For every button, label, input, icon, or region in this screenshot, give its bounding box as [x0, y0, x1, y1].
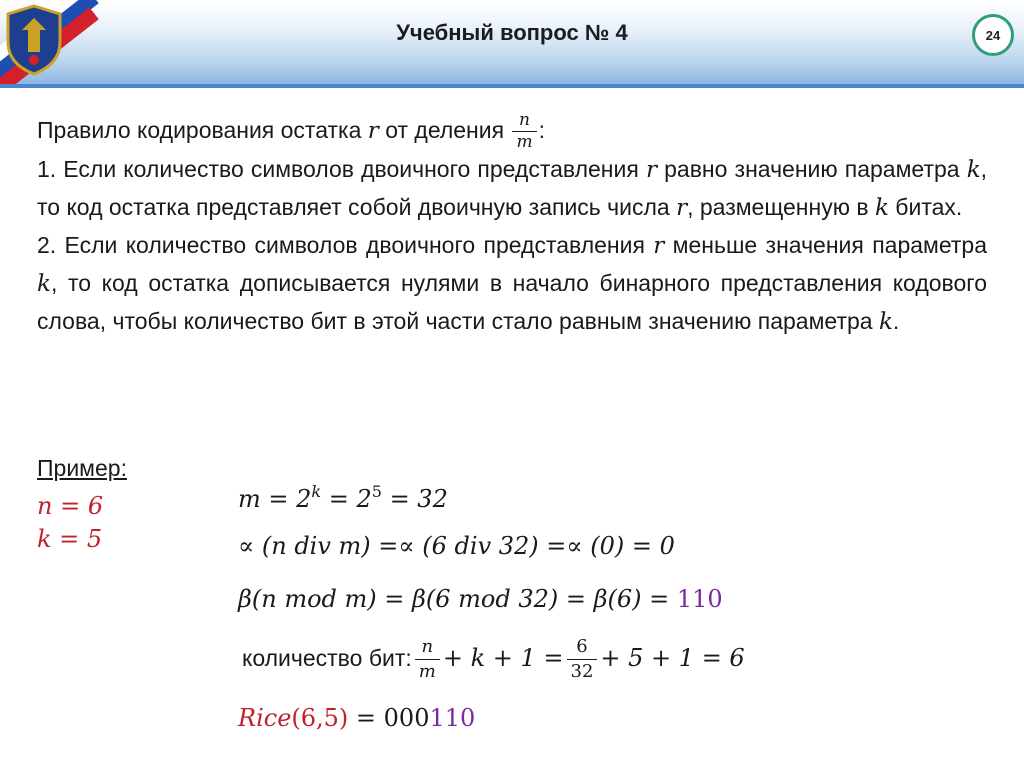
formula-beta: β(n mod m) = β(6 mod 32) = β(6) = 110	[238, 585, 723, 613]
param-k: k = 5	[37, 525, 103, 553]
page-number-badge: 24	[972, 14, 1014, 56]
rule-intro: Правило кодирования остатка r от деления $\frac{n}{m}$ :	[37, 110, 545, 153]
param-n: n = 6	[37, 492, 104, 520]
slide-header	[0, 0, 1024, 84]
header-divider	[0, 84, 1024, 88]
rule-text	[37, 112, 987, 341]
rule-item-1: 1. Если количество символов двоичного представления r равно значению параметра k, то код остатка представляет собой двоичную запись числа r, размещенную в k битах.	[37, 156, 988, 222]
formula-rice: Rice(6,5) = 000110	[238, 704, 476, 732]
example-params	[37, 490, 103, 556]
formula-bit-count: количество бит: $\frac{n}{m}$ + k + 1 = $\frac{6}{32}$ + 5 + 1 = 6	[242, 636, 745, 682]
rule-item-2: 2. Если количество символов двоичного представления r меньше значения параметра k, то код остатка дописывается нулями в начало бинарного представления кодового слова, чтобы количество бит в этой части стало равным значению параметра k.	[37, 232, 987, 336]
slide-title: Учебный вопрос № 4	[396, 20, 628, 45]
fraction-n-over-m: $\frac{n}{m}$	[512, 112, 536, 151]
example-label: Пример:	[37, 455, 127, 481]
formula-alpha: ∝ (n div m) =∝ (6 div 32) =∝ (0) = 0	[238, 532, 675, 560]
formula-m: $m = 2^k = 2^5 = 32$	[238, 482, 448, 513]
